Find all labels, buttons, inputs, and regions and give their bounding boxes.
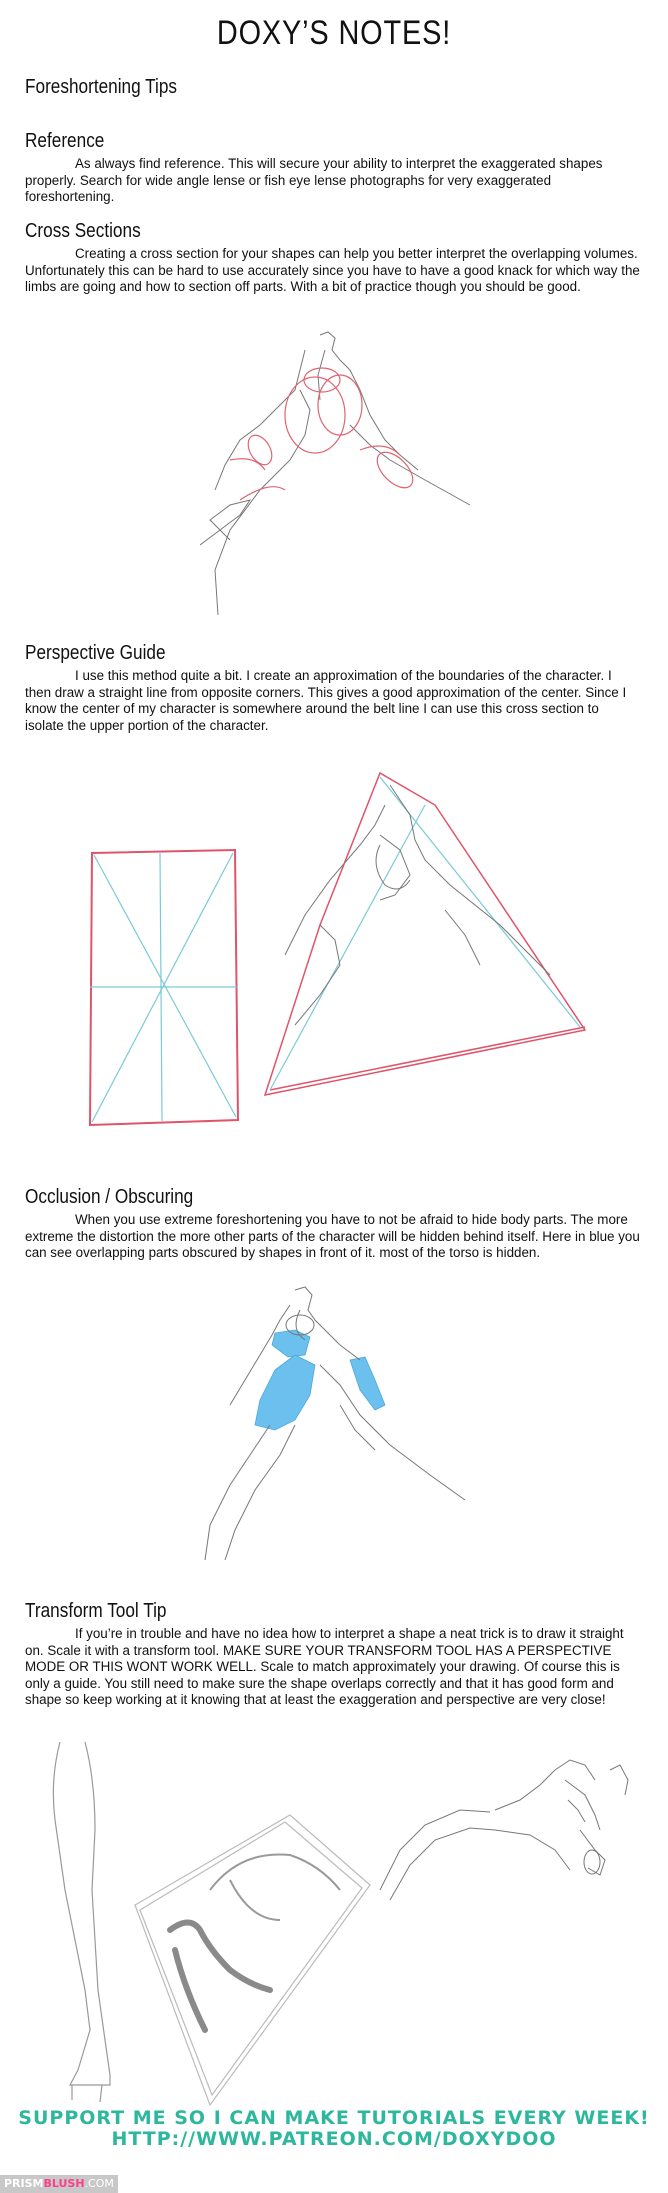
watermark-part-blush: BLUSH (43, 2177, 85, 2190)
body-cross-sections: Creating a cross section for your shapes can help you better interpret the overlapping volumes. Unfortunately this can be hard to use accurately since you have to have a good knack for which way the limbs are going and how to section off parts. With a bit of practice though you should be good. (25, 246, 640, 294)
heading-occlusion: Occlusion / Obscuring (25, 1186, 194, 1208)
footer-support-text (0, 2108, 668, 2150)
body-transform-tool: If you’re in trouble and have no idea how to interpret a shape a neat trick is to draw it straight on. Scale it with a transform tool. MAKE SURE YOUR TRANSFORM TOOL HAS A PERSPECTIVE MODE OR THIS WONT WORK WELL. Scale to match approximately your drawing. Of course this is only a guide. You still need to make sure the shape overlaps correctly and that it has good form and shape so keep working at it knowing that at least the exaggeration and perspective are very close! (25, 1626, 624, 1707)
page-subtitle: Foreshortening Tips (25, 76, 178, 98)
transform-tool-illustration (40, 1740, 640, 2120)
body-perspective-guide: I use this method quite a bit. I create an approximation of the boundaries of the character. I then draw a straight line from opposite corners. This gives a good approximation of the center. Since I know the center of my character is somewhere around the belt line I can use this cross section to isolate the upper portion of the character. (25, 668, 627, 733)
occlusion-illustration (200, 1285, 470, 1565)
heading-cross-sections: Cross Sections (25, 220, 141, 242)
heading-transform-tool: Transform Tool Tip (25, 1600, 167, 1622)
perspective-guide-illustration (80, 765, 620, 1135)
body-occlusion: When you use extreme foreshortening you have to not be afraid to hide body parts. The more extreme the distortion the more other parts of the character will be hidden behind itself. Here in blue you can see overlapping parts obscured by shapes in front of it. most of the torso is hidden. (25, 1212, 640, 1260)
heading-reference: Reference (25, 130, 105, 152)
body-reference: As always find reference. This will secure your ability to interpret the exaggerated shapes properly. Search for wide angle lense or fish eye lense photographs for very exaggerated foreshortening. (25, 156, 603, 204)
watermark-part-com: .COM (84, 2177, 114, 2190)
page-title: DOXY’S NOTES! (216, 14, 452, 52)
footer-patreon-link[interactable]: HTTP://WWW.PATREON.COM/DOXYDOO (111, 2128, 557, 2150)
footer-support-line: SUPPORT ME SO I CAN MAKE TUTORIALS EVERY WEEK! (18, 2107, 650, 2129)
heading-perspective-guide: Perspective Guide (25, 642, 166, 664)
watermark-part-prism: PRISM (4, 2177, 44, 2190)
watermark-badge (0, 2175, 118, 2193)
cross-section-illustration (200, 330, 480, 620)
